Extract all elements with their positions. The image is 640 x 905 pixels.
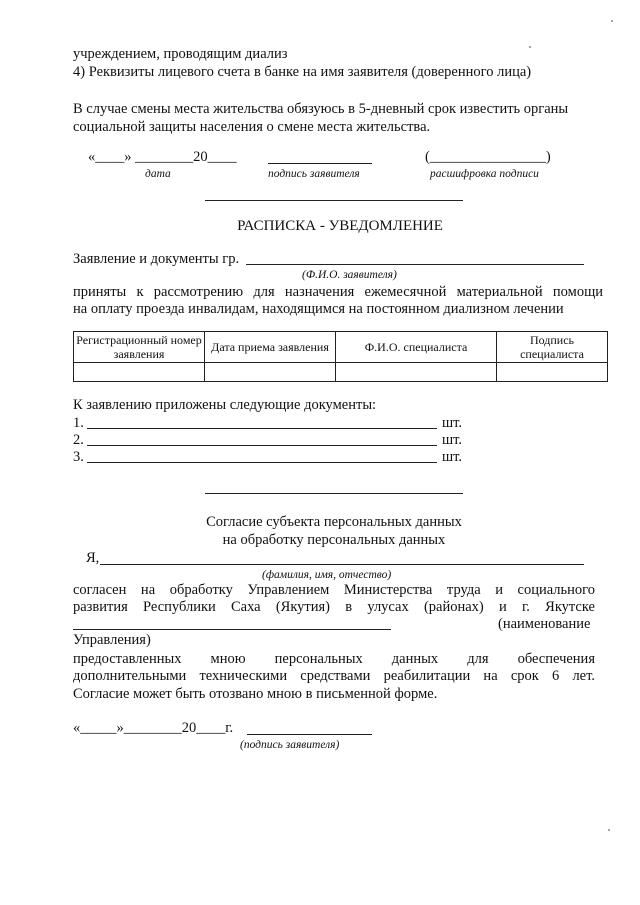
consent-signature-caption: (подпись заявителя) [240, 739, 340, 751]
table-header-row [74, 332, 608, 363]
top-text-line-2: 4) Реквизиты лицевого счета в банке на имя заявителя (доверенного лица) [73, 64, 532, 80]
table-header-cell: Подпись специалиста [497, 332, 608, 363]
applicant-caption: (Ф.И.О. заявителя) [302, 269, 397, 281]
registration-table [73, 331, 608, 382]
consent-date-field: «_____»________20____г. [73, 720, 234, 736]
consent-naming-line [73, 629, 391, 630]
consent-text-line-2: развития Республики Саха (Якутия) в улусах (районах) и г. Якутске [73, 599, 595, 615]
table-cell [74, 363, 205, 382]
accepted-line-1: приняты к рассмотрению для назначения ежемесячной материальной помощи [73, 284, 603, 300]
consent-text-line-3: Управления) [73, 632, 151, 648]
date-field: «____» ________20____ [88, 149, 237, 165]
attachment-unit: шт. [442, 449, 463, 465]
decode-field: (________________) [425, 149, 551, 165]
attachment-line [87, 462, 437, 463]
applicant-name-line [246, 264, 584, 265]
consent-i-label: Я, [86, 550, 100, 566]
consent-name-line [100, 564, 584, 565]
table-header-cell: Ф.И.О. специалиста [336, 332, 497, 363]
scan-speck [608, 829, 610, 831]
table-cell [497, 363, 608, 382]
attachment-number: 2. [73, 432, 84, 448]
separator-2 [205, 493, 463, 494]
date-caption: дата [145, 168, 171, 180]
attachment-number: 3. [73, 449, 84, 465]
table-cell [205, 363, 336, 382]
scan-speck [611, 20, 613, 22]
accepted-line-2: на оплату проезда инвалидам, находящимся на постоянном диализном лечении [73, 301, 564, 317]
consent-text-line-1: согласен на обработку Управлением Министерства труда и социального [73, 582, 595, 598]
scan-speck [529, 46, 531, 48]
top-text-line-1: учреждением, проводящим диализ [73, 46, 288, 62]
table-row [74, 363, 608, 382]
consent-text-line-6: Согласие может быть отозвано мною в письменной форме. [73, 686, 438, 702]
separator-1 [205, 200, 463, 201]
decode-caption: расшифровка подписи [430, 168, 539, 180]
consent-text-line-5: дополнительными техническими средствами реабилитации на срок 6 лет. [73, 668, 595, 684]
table-cell [336, 363, 497, 382]
applicant-label: Заявление и документы гр. [73, 251, 240, 267]
attachment-number: 1. [73, 415, 84, 431]
table-header-cell: Дата приема заявления [205, 332, 336, 363]
consent-signature-line [247, 734, 372, 735]
consent-naming-paren: (наименование [498, 616, 591, 632]
attachment-unit: шт. [442, 432, 463, 448]
consent-name-caption: (фамилия, имя, отчество) [262, 569, 392, 581]
attachments-intro: К заявлению приложены следующие документы: [73, 397, 377, 413]
signature-line [268, 163, 372, 164]
notice-line-2: социальной защиты населения о смене места жительства. [73, 119, 431, 135]
table-header-cell: Регистрационный номер заявления [74, 332, 205, 363]
consent-title-line-2: на обработку персональных данных [222, 532, 446, 548]
notice-line-1: В случае смены места жительства обязуюсь в 5-дневный срок известить органы [73, 101, 569, 117]
attachment-line [87, 428, 437, 429]
attachment-unit: шт. [442, 415, 463, 431]
attachment-line [87, 445, 437, 446]
consent-text-line-4: предоставленных мною персональных данных для обеспечения [73, 651, 595, 667]
signature-caption: подпись заявителя [268, 168, 360, 180]
consent-title-line-1: Согласие субъекта персональных данных [206, 514, 462, 530]
receipt-title: РАСПИСКА - УВЕДОМЛЕНИЕ [237, 218, 443, 234]
